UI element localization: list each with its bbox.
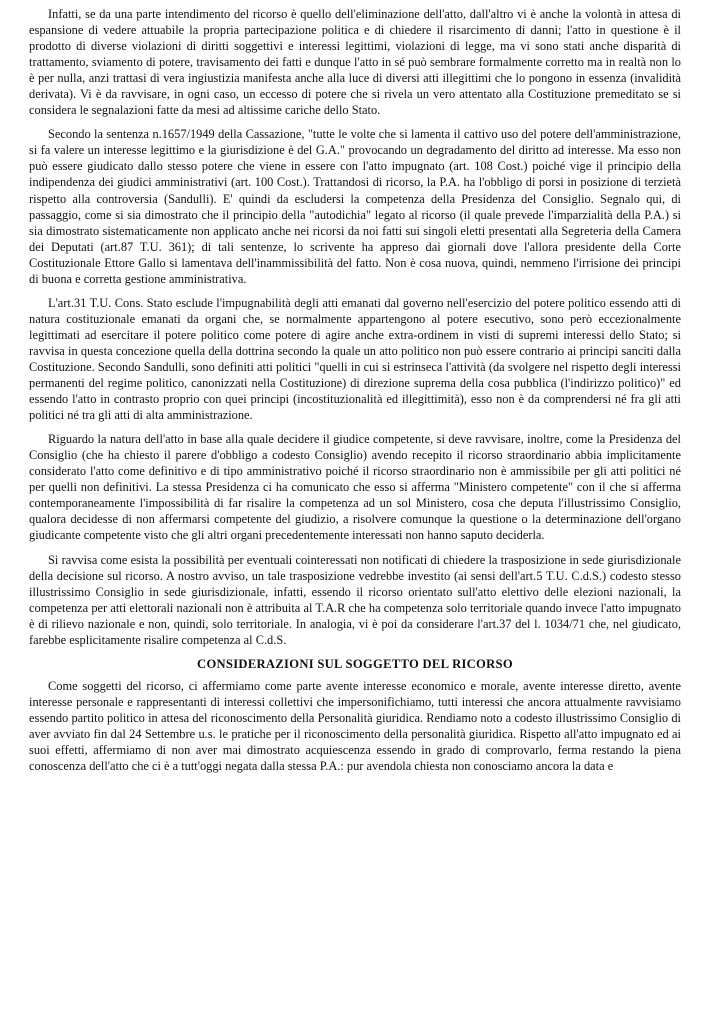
paragraph-5: Si ravvisa come esista la possibilità per eventuali cointeressati non notificati di chiedere la trasposizione in sede giurisdizionale della decisione sul ricorso. A nostro avviso, un tale trasposizione vedrebbe investito (ai sensi dell'art.5 T.U. C.d.S.) codesto stesso illustrissimo Consiglio in sede giurisdizionale, infatti, essendo il ricorso orientato sull'atto elettivo delle elezioni nazionali, la competenza per atti elettorali nazionali non è attribuita al T.A.R che ha competenza solo territoriale quando invece l'atto impugnato è di rilievo nazionale e non, quindi, solo territoriale. In analogia, vi è poi da considerare l'art.37 del l. 1034/71 che, nel giudicato, farebbe esplicitamente risalire competenza al C.d.S.: [29, 552, 681, 647]
paragraph-6: Come soggetti del ricorso, ci affermiamo come parte avente interesse economico e morale, avente interesse diretto, avente interesse personale e rappresentanti di interessi collettivi che impersonifichiamo, tutti interessi che ancora attualmente ravvisiamo essendo partito politico in attesa del riconoscimento della Personalità giuridica. Rendiamo noto a codesto illustrissimo Consiglio di aver avviato fin dal 24 Settembre u.s. le pratiche per il riconoscimento della personalità giuridica. Rispetto all'atto impugnato ed ai suoi effetti, affermiamo di non aver mai dimostrato acquiescenza essendo in grado di comprovarlo, ferma restando la piena conoscenza dell'atto che ci è a tutt'oggi negata dalla stessa P.A.: pur avendola chiesta non conosciamo ancora la data e: [29, 678, 681, 774]
paragraph-3: L'art.31 T.U. Cons. Stato esclude l'impugnabilità degli atti emanati dal governo nell'esercizio del potere politico essendo atti di natura costituzionale emanati da organi che, se normalmente appartengono al potere esecutivo, sono però eccezionalmente legittimati ad esercitare il potere politico come potere di agire anche extra-ordinem in visti di supremi interessi dello Stato; si ravvisa in questa concezione quella della dottrina secondo la quale un atto politico non può essere contrario ai principi sanciti dalla Costituzione. Secondo Sandulli, sono definiti atti politici "quelli in cui si estrinseca l'attività (da svolgere nel rispetto degli interessi permanenti del regime politico, canonizzati nella Costituzione) di direzione suprema della cosa pubblica (l'indirizzo politico)" ed essendo l'atto in contrasto proprio con quei principi (incostituzionalità ed illegittimità), esso non è da comprendersi né fra gli atti politici né tra gli atti di alta amministrazione.: [29, 295, 681, 423]
document-page: [29, 6, 681, 782]
paragraph-4: Riguardo la natura dell'atto in base alla quale decidere il giudice competente, si deve ravvisare, inoltre, come la Presidenza del Consiglio (che ha chiesto il parere d'obbligo a codesto Consiglio) avendo recepito il ricorso straordinario abbia implicitamente considerato l'atto come definitivo e di tipo amministrativo poiché il ricorso straordinario non è ammissibile per gli atti politici né per quelli non definitivi. La stessa Presidenza ci ha comunicato che esso si afferma "Ministero competente" con il che si afferma contemporaneamente l'impossibilità di far risalire la competenza ad un sol Ministero, cosa che deputa l'illustrissimo Consiglio, qualora decidesse di non affermarsi competente del giudizio, a risolvere comunque la questione o la determinazione dell'organo giudicante competente visto che gli altri organi precedentemente interessati non hanno saputo deciderla.: [29, 432, 681, 543]
paragraph-1: Infatti, se da una parte intendimento del ricorso è quello dell'eliminazione dell'atto, dall'altro vi è anche la volontà in attesa di espansione di vedere attuabile la propria partecipazione politica e di chiedere il risarcimento di danni; l'atto in questione è il prodotto di diverse violazioni di diritti soggettivi e interessi legittimi, violazioni di legge, ma vi sono stati anche disparità di trattamento, sviamento di potere, travisamento dei fatti e dunque l'atto in sé può sembrare formalmente corretto ma in realtà non lo è per nulla, anzi trattasi di vera ingiustizia manifesta anche alla luce di diversi atti illegittimi che lo pongono in essenza (invalidità derivata). Vi è da ravvisare, in ogni caso, un eccesso di potere che si rivela un vero attentato alla Costituzione premeditato se si considera le segnalazioni fatte da mesi ad altissime cariche dello Stato.: [29, 7, 681, 118]
section-heading: CONSIDERAZIONI SUL SOGGETTO DEL RICORSO: [197, 656, 513, 671]
paragraph-2: Secondo la sentenza n.1657/1949 della Cassazione, "tutte le volte che si lamenta il cattivo uso del potere dell'amministrazione, si fa valere un interesse legittimo e la giurisdizione è del G.A." provocando un degradamento del diritto ad interesse. Ma esso non può essere giudicato dallo stesso potere che viene in essere con l'atto impugnato (art. 108 Cost.) poiché vige il principio della indipendenza dei giudici amministrativi (art. 100 Cost.). Trattandosi di ricorso, la P.A. ha l'obbligo di porsi in posizione di terzietà rispetto alla controversia (Sandulli). E' quindi da escludersi la competenza della Presidenza del Consiglio. Segnalo qui, di passaggio, come si sia dimostrato che il principio della "autodichia" legato al ricorso (il quale prevede l'imparzialità della P.A.) si sia dimostrato sistematicamente non applicato anche nei ricorsi da noi fatti sui singoli eletti presentati alla Segreteria della Camera dei Deputati (art.87 T.U. 361); di tali sentenze, lo scrivente ha appreso dai giornali dove l'allora presidente della Corte Costituzionale Ettore Gallo si lamentava dell'inammissibilità del fatto. Non è cosa nuova, quindi, nemmeno l'irrisione dei principi di buona e corretta gestione amministrativa.: [29, 127, 681, 286]
